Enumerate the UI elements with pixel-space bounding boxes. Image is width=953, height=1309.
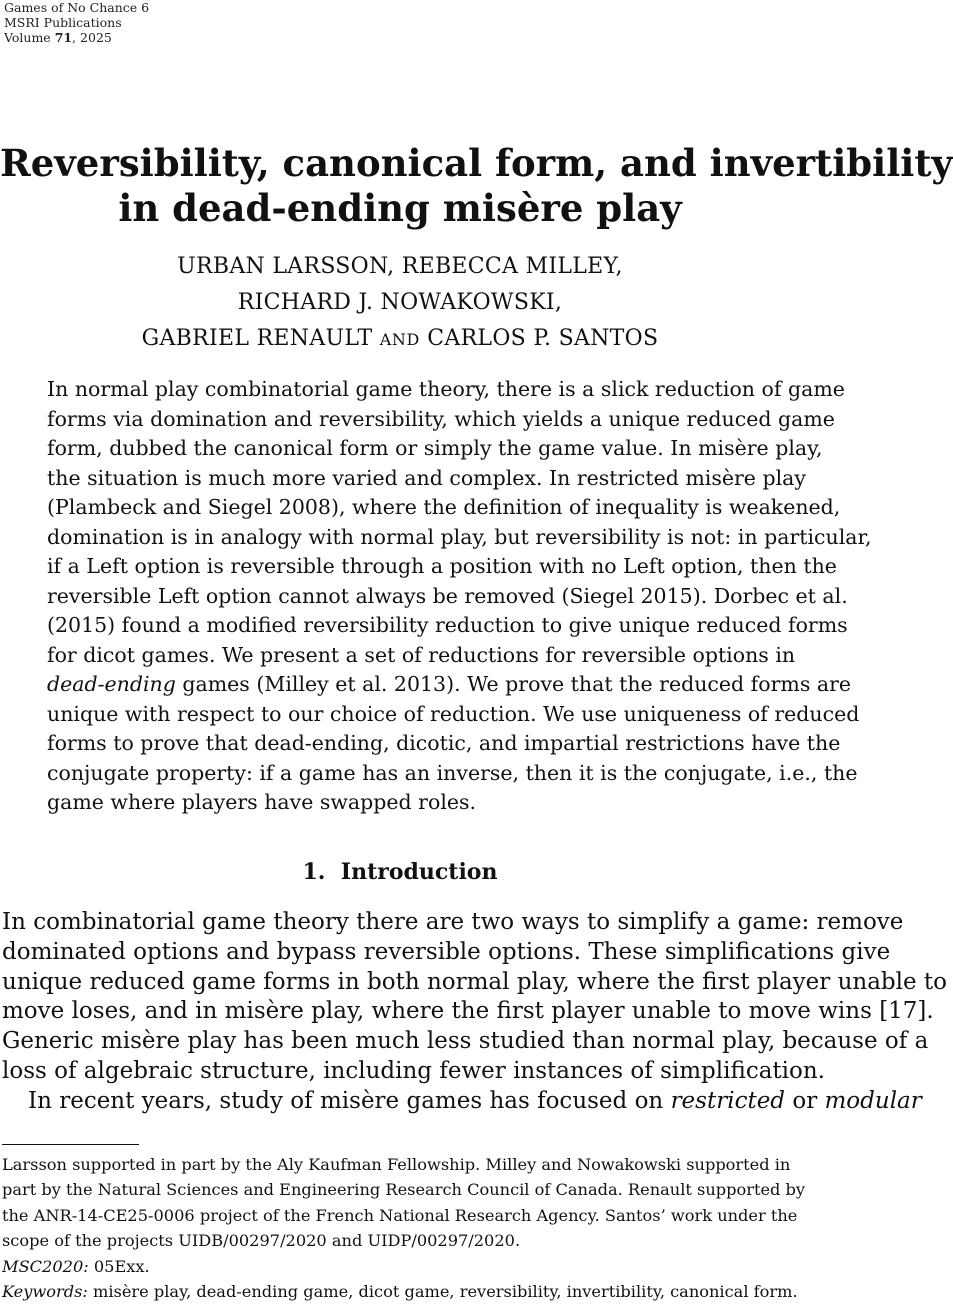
volume-info <box>4 30 149 45</box>
authors-line-3 <box>0 321 800 358</box>
body-line: loss of algebraic structure, including fewer instances of simplification. <box>2 1057 825 1084</box>
volume-suffix: , 2025 <box>72 30 112 45</box>
body-line-prefix: In recent years, study of misère games has focused on <box>28 1087 671 1114</box>
series-name: Games of No Chance 6 <box>4 0 150 15</box>
running-header <box>4 0 149 45</box>
keywords-value: misère play, dead-ending game, dicot game, reversibility, invertibility, canonical form. <box>87 1282 798 1302</box>
publisher-name: MSRI Publications <box>4 15 122 30</box>
paper-title <box>0 141 953 231</box>
abstract-line: (2015) found a modified reversibility reduction to give unique reduced forms <box>47 613 848 637</box>
msc-value: 05Exx. <box>88 1256 150 1276</box>
body-line: dominated options and bypass reversible options. These simplifications give <box>2 938 891 965</box>
msc-classification <box>2 1254 798 1279</box>
abstract-line: In normal play combinatorial game theory, there is a slick reduction of game <box>47 377 845 401</box>
dead-ending-term: dead-ending <box>47 672 176 696</box>
msc-label: MSC2020: <box>2 1256 89 1276</box>
body-line: In combinatorial game theory there are two ways to simplify a game: remove <box>2 909 904 935</box>
footnote <box>2 1152 806 1304</box>
body-line: unique reduced game forms in both normal play, where the first player unable to <box>2 968 947 995</box>
modular-term: modular <box>824 1087 922 1114</box>
abstract-line: unique with respect to our choice of reduction. We use uniqueness of reduced <box>47 701 860 726</box>
title-line-2: in dead-ending misère play <box>118 186 682 230</box>
abstract-line-rest: games (Milley et al. 2013). We prove that the reduced forms are <box>175 672 852 696</box>
section-title-text: Introduction <box>340 859 498 885</box>
authors-line-1: URBAN LARSSON, REBECCA MILLEY, <box>177 254 623 279</box>
abstract <box>47 375 872 818</box>
abstract-line: the situation is much more varied and complex. In restricted misère play <box>47 465 806 490</box>
abstract-line: for dicot games. We present a set of reductions for reversible options in <box>47 642 796 667</box>
and-conjunction: AND <box>379 330 420 349</box>
volume-number: 71 <box>54 30 73 45</box>
volume-prefix: Volume <box>4 30 55 45</box>
footnote-line: part by the Natural Sciences and Engineering Research Council of Canada. Renault supported by <box>2 1180 806 1200</box>
body-line: Generic misère play has been much less studied than normal play, because of a <box>2 1028 929 1055</box>
abstract-line: domination is in analogy with normal play, but reversibility is not: in particular, <box>47 524 872 549</box>
keywords-label: Keywords: <box>2 1282 88 1302</box>
abstract-line: game where players have swapped roles. <box>47 790 477 814</box>
keywords <box>2 1279 798 1304</box>
abstract-line <box>47 670 852 700</box>
abstract-line: conjugate property: if a game has an inverse, then it is the conjugate, i.e., the <box>47 760 858 785</box>
body-line-mid: or <box>785 1087 825 1114</box>
body-line <box>2 1087 922 1117</box>
section-heading <box>0 857 800 887</box>
author-santos: CARLOS P. SANTOS <box>419 326 659 351</box>
restricted-term: restricted <box>670 1087 786 1114</box>
section-number: 1. <box>302 859 326 885</box>
footnote-line: Larsson supported in part by the Aly Kaufman Fellowship. Milley and Nowakowski supported in <box>2 1155 791 1174</box>
body-line: move loses, and in misère play, where the first player unable to move wins [17]. <box>2 998 934 1025</box>
abstract-line: forms to prove that dead-ending, dicotic, and impartial restrictions have the <box>47 731 841 755</box>
authors-line-2: RICHARD J. NOWAKOWSKI, <box>237 290 563 315</box>
abstract-line: if a Left option is reversible through a position with no Left option, then the <box>47 554 837 578</box>
footnote-line: the ANR-14-CE25-0006 project of the French National Research Agency. Santos’ work under the <box>2 1205 798 1225</box>
author-renault: GABRIEL RENAULT <box>141 326 380 351</box>
abstract-line: reversible Left option cannot always be removed (Siegel 2015). Dorbec et al. <box>47 583 848 608</box>
abstract-line: form, dubbed the canonical form or simply the game value. In misère play, <box>47 436 823 460</box>
abstract-line: forms via domination and reversibility, which yields a unique reduced game <box>47 406 835 431</box>
footnote-rule <box>2 1144 139 1145</box>
footnote-line: scope of the projects UIDB/00297/2020 and UIDP/00297/2020. <box>2 1231 521 1251</box>
abstract-line: (Plambeck and Siegel 2008), where the definition of inequality is weakened, <box>47 495 841 519</box>
author-list <box>0 249 800 358</box>
body-text <box>2 908 947 1117</box>
title-line-1: Reversibility, canonical form, and invertibility <box>0 141 953 185</box>
